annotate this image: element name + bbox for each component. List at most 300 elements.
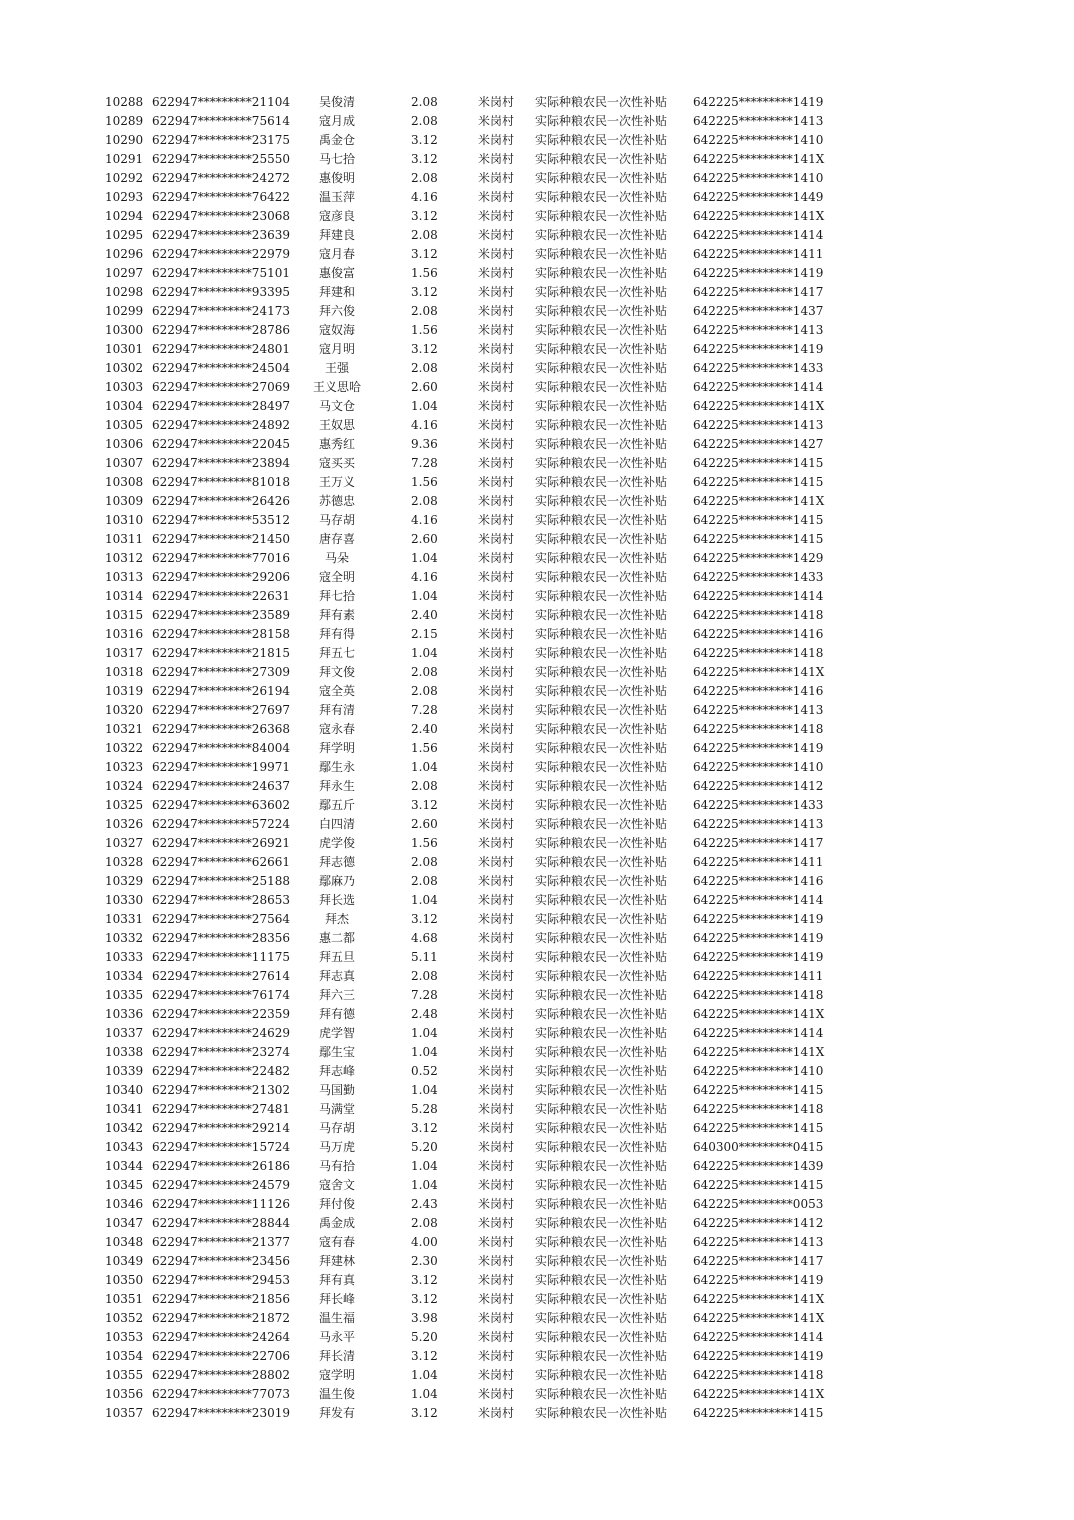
table-row: [0, 397, 1074, 416]
farmer-name: 寇学明: [318, 1368, 355, 1382]
id-number: 642225*********1416: [693, 874, 824, 888]
id-number: 642225*********1418: [693, 1102, 824, 1116]
subsidy-amount: 2.08: [411, 95, 438, 109]
row-number: 10304: [105, 399, 144, 413]
id-number: 642225*********1415: [693, 1121, 824, 1135]
village: 米岗村: [478, 1387, 515, 1401]
row-number: 10352: [105, 1311, 144, 1325]
subsidy-amount: 3.98: [411, 1311, 438, 1325]
row-number: 10347: [105, 1216, 144, 1230]
village: 米岗村: [478, 798, 515, 812]
village: 米岗村: [478, 627, 515, 641]
row-number: 10319: [105, 684, 144, 698]
farmer-name: 寇月春: [318, 247, 355, 261]
village: 米岗村: [478, 1406, 515, 1420]
village: 米岗村: [478, 209, 515, 223]
id-number: 642225*********1416: [693, 684, 824, 698]
farmer-name: 鄢麻乃: [318, 874, 355, 888]
bank-account: 622947*********29206: [152, 570, 290, 584]
row-number: 10309: [105, 494, 144, 508]
subsidy-type: 实际种粮农民一次性补贴: [535, 741, 668, 755]
table-row: [0, 112, 1074, 131]
bank-account: 622947*********25188: [152, 874, 290, 888]
id-number: 642225*********141X: [693, 665, 825, 679]
bank-account: 622947*********29214: [152, 1121, 290, 1135]
bank-account: 622947*********22045: [152, 437, 290, 451]
bank-account: 622947*********28497: [152, 399, 290, 413]
table-row: [0, 644, 1074, 663]
subsidy-type: 实际种粮农民一次性补贴: [535, 304, 668, 318]
village: 米岗村: [478, 684, 515, 698]
bank-account: 622947*********26921: [152, 836, 290, 850]
row-number: 10291: [105, 152, 144, 166]
village: 米岗村: [478, 1121, 515, 1135]
bank-account: 622947*********28786: [152, 323, 290, 337]
table-row: [0, 1195, 1074, 1214]
bank-account: 622947*********21377: [152, 1235, 290, 1249]
farmer-name: 拜学明: [318, 741, 355, 755]
table-row: [0, 530, 1074, 549]
subsidy-type: 实际种粮农民一次性补贴: [535, 1140, 668, 1154]
subsidy-list-table: [0, 93, 1074, 1423]
table-row: [0, 1214, 1074, 1233]
row-number: 10295: [105, 228, 144, 242]
bank-account: 622947*********25550: [152, 152, 290, 166]
subsidy-amount: 3.12: [411, 285, 438, 299]
farmer-name: 拜永生: [318, 779, 355, 793]
village: 米岗村: [478, 1007, 515, 1021]
farmer-name: 拜志德: [318, 855, 355, 869]
subsidy-type: 实际种粮农民一次性补贴: [535, 513, 668, 527]
table-row: [0, 1347, 1074, 1366]
subsidy-amount: 1.04: [411, 1045, 438, 1059]
subsidy-amount: 7.28: [411, 988, 438, 1002]
village: 米岗村: [478, 703, 515, 717]
village: 米岗村: [478, 1311, 515, 1325]
subsidy-amount: 1.04: [411, 1387, 438, 1401]
farmer-name: 温玉萍: [318, 190, 355, 204]
id-number: 642225*********1414: [693, 893, 824, 907]
village: 米岗村: [478, 1197, 515, 1211]
row-number: 10318: [105, 665, 144, 679]
row-number: 10328: [105, 855, 144, 869]
subsidy-type: 实际种粮农民一次性补贴: [535, 1045, 668, 1059]
subsidy-type: 实际种粮农民一次性补贴: [535, 1273, 668, 1287]
village: 米岗村: [478, 494, 515, 508]
bank-account: 622947*********22482: [152, 1064, 290, 1078]
village: 米岗村: [478, 285, 515, 299]
id-number: 642225*********1413: [693, 1235, 824, 1249]
farmer-name: 拜志峰: [318, 1064, 355, 1078]
farmer-name: 拜建和: [318, 285, 355, 299]
farmer-name: 拜志真: [318, 969, 355, 983]
subsidy-type: 实际种粮农民一次性补贴: [535, 836, 668, 850]
farmer-name: 惠俊富: [318, 266, 355, 280]
farmer-name: 马有拾: [318, 1159, 355, 1173]
village: 米岗村: [478, 779, 515, 793]
farmer-name: 马国勤: [318, 1083, 355, 1097]
village: 米岗村: [478, 741, 515, 755]
row-number: 10336: [105, 1007, 144, 1021]
village: 米岗村: [478, 760, 515, 774]
bank-account: 622947*********11126: [152, 1197, 290, 1211]
subsidy-amount: 9.36: [411, 437, 438, 451]
subsidy-amount: 3.12: [411, 247, 438, 261]
id-number: 642225*********1433: [693, 798, 824, 812]
farmer-name: 惠俊明: [318, 171, 355, 185]
farmer-name: 鄢生宝: [318, 1045, 355, 1059]
subsidy-type: 实际种粮农民一次性补贴: [535, 361, 668, 375]
farmer-name: 寇月成: [318, 114, 355, 128]
subsidy-type: 实际种粮农民一次性补贴: [535, 1406, 668, 1420]
id-number: 642225*********141X: [693, 494, 825, 508]
row-number: 10323: [105, 760, 144, 774]
subsidy-amount: 2.08: [411, 361, 438, 375]
id-number: 642225*********0053: [693, 1197, 824, 1211]
table-row: [0, 473, 1074, 492]
bank-account: 622947*********23894: [152, 456, 290, 470]
row-number: 10289: [105, 114, 144, 128]
table-row: [0, 1290, 1074, 1309]
subsidy-type: 实际种粮农民一次性补贴: [535, 760, 668, 774]
subsidy-type: 实际种粮农民一次性补贴: [535, 209, 668, 223]
bank-account: 622947*********63602: [152, 798, 290, 812]
row-number: 10300: [105, 323, 144, 337]
farmer-name: 吴俊清: [318, 95, 355, 109]
row-number: 10333: [105, 950, 144, 964]
bank-account: 622947*********26194: [152, 684, 290, 698]
subsidy-amount: 2.08: [411, 969, 438, 983]
id-number: 642225*********1415: [693, 1083, 824, 1097]
row-number: 10308: [105, 475, 144, 489]
id-number: 642225*********1433: [693, 361, 824, 375]
table-row: [0, 777, 1074, 796]
subsidy-amount: 3.12: [411, 1349, 438, 1363]
village: 米岗村: [478, 1368, 515, 1382]
farmer-name: 马存胡: [318, 513, 355, 527]
village: 米岗村: [478, 1330, 515, 1344]
farmer-name: 鄢五斤: [318, 798, 355, 812]
bank-account: 622947*********27481: [152, 1102, 290, 1116]
id-number: 642225*********141X: [693, 1311, 825, 1325]
subsidy-amount: 1.56: [411, 475, 438, 489]
farmer-name: 苏德忠: [318, 494, 355, 508]
village: 米岗村: [478, 513, 515, 527]
id-number: 642225*********1416: [693, 627, 824, 641]
id-number: 640300*********0415: [693, 1140, 824, 1154]
subsidy-amount: 3.12: [411, 798, 438, 812]
row-number: 10315: [105, 608, 144, 622]
village: 米岗村: [478, 1159, 515, 1173]
table-row: [0, 815, 1074, 834]
table-row: [0, 207, 1074, 226]
subsidy-amount: 1.56: [411, 836, 438, 850]
bank-account: 622947*********29453: [152, 1273, 290, 1287]
subsidy-type: 实际种粮农民一次性补贴: [535, 1121, 668, 1135]
row-number: 10341: [105, 1102, 144, 1116]
table-row: [0, 492, 1074, 511]
bank-account: 622947*********23068: [152, 209, 290, 223]
id-number: 642225*********1413: [693, 817, 824, 831]
farmer-name: 拜六俊: [318, 304, 355, 318]
farmer-name: 拜有德: [318, 1007, 355, 1021]
id-number: 642225*********1418: [693, 722, 824, 736]
farmer-name: 马万虎: [318, 1140, 355, 1154]
table-row: [0, 682, 1074, 701]
row-number: 10329: [105, 874, 144, 888]
subsidy-type: 实际种粮农民一次性补贴: [535, 1026, 668, 1040]
table-row: [0, 454, 1074, 473]
subsidy-type: 实际种粮农民一次性补贴: [535, 1007, 668, 1021]
village: 米岗村: [478, 114, 515, 128]
subsidy-amount: 1.04: [411, 1159, 438, 1173]
village: 米岗村: [478, 190, 515, 204]
row-number: 10345: [105, 1178, 144, 1192]
subsidy-amount: 5.20: [411, 1330, 438, 1344]
subsidy-amount: 4.68: [411, 931, 438, 945]
bank-account: 622947*********23639: [152, 228, 290, 242]
subsidy-type: 实际种粮农民一次性补贴: [535, 418, 668, 432]
subsidy-type: 实际种粮农民一次性补贴: [535, 798, 668, 812]
subsidy-amount: 1.04: [411, 1178, 438, 1192]
farmer-name: 拜文俊: [318, 665, 355, 679]
subsidy-type: 实际种粮农民一次性补贴: [535, 323, 668, 337]
bank-account: 622947*********21815: [152, 646, 290, 660]
bank-account: 622947*********27564: [152, 912, 290, 926]
table-row: [0, 378, 1074, 397]
row-number: 10339: [105, 1064, 144, 1078]
bank-account: 622947*********76422: [152, 190, 290, 204]
subsidy-type: 实际种粮农民一次性补贴: [535, 703, 668, 717]
id-number: 642225*********1412: [693, 779, 824, 793]
subsidy-amount: 5.11: [411, 950, 438, 964]
bank-account: 622947*********76174: [152, 988, 290, 1002]
subsidy-amount: 2.08: [411, 304, 438, 318]
village: 米岗村: [478, 1064, 515, 1078]
bank-account: 622947*********27614: [152, 969, 290, 983]
bank-account: 622947*********26186: [152, 1159, 290, 1173]
id-number: 642225*********1417: [693, 1254, 824, 1268]
village: 米岗村: [478, 570, 515, 584]
subsidy-amount: 4.00: [411, 1235, 438, 1249]
table-row: [0, 663, 1074, 682]
farmer-name: 寇月明: [318, 342, 355, 356]
id-number: 642225*********1410: [693, 760, 824, 774]
row-number: 10337: [105, 1026, 144, 1040]
subsidy-amount: 1.56: [411, 266, 438, 280]
subsidy-type: 实际种粮农民一次性补贴: [535, 1349, 668, 1363]
row-number: 10324: [105, 779, 144, 793]
bank-account: 622947*********15724: [152, 1140, 290, 1154]
table-row: [0, 511, 1074, 530]
farmer-name: 寇有春: [318, 1235, 355, 1249]
id-number: 642225*********1411: [693, 969, 824, 983]
row-number: 10290: [105, 133, 144, 147]
table-row: [0, 1100, 1074, 1119]
bank-account: 622947*********62661: [152, 855, 290, 869]
subsidy-type: 实际种粮农民一次性补贴: [535, 133, 668, 147]
table-row: [0, 264, 1074, 283]
village: 米岗村: [478, 893, 515, 907]
village: 米岗村: [478, 532, 515, 546]
id-number: 642225*********1414: [693, 228, 824, 242]
id-number: 642225*********141X: [693, 209, 825, 223]
subsidy-amount: 3.12: [411, 1406, 438, 1420]
subsidy-amount: 3.12: [411, 152, 438, 166]
subsidy-amount: 2.60: [411, 532, 438, 546]
subsidy-type: 实际种粮农民一次性补贴: [535, 1102, 668, 1116]
subsidy-amount: 1.04: [411, 399, 438, 413]
subsidy-amount: 2.30: [411, 1254, 438, 1268]
subsidy-type: 实际种粮农民一次性补贴: [535, 779, 668, 793]
village: 米岗村: [478, 133, 515, 147]
subsidy-amount: 2.40: [411, 608, 438, 622]
row-number: 10351: [105, 1292, 144, 1306]
subsidy-type: 实际种粮农民一次性补贴: [535, 152, 668, 166]
subsidy-amount: 1.04: [411, 646, 438, 660]
subsidy-type: 实际种粮农民一次性补贴: [535, 1235, 668, 1249]
village: 米岗村: [478, 969, 515, 983]
subsidy-type: 实际种粮农民一次性补贴: [535, 1292, 668, 1306]
id-number: 642225*********1415: [693, 513, 824, 527]
table-row: [0, 131, 1074, 150]
subsidy-amount: 1.56: [411, 741, 438, 755]
farmer-name: 王奴思: [318, 418, 355, 432]
village: 米岗村: [478, 171, 515, 185]
subsidy-amount: 4.16: [411, 570, 438, 584]
subsidy-type: 实际种粮农民一次性补贴: [535, 608, 668, 622]
village: 米岗村: [478, 1235, 515, 1249]
bank-account: 622947*********21856: [152, 1292, 290, 1306]
subsidy-amount: 3.12: [411, 912, 438, 926]
farmer-name: 惠秀红: [318, 437, 355, 451]
row-number: 10298: [105, 285, 144, 299]
subsidy-type: 实际种粮农民一次性补贴: [535, 551, 668, 565]
subsidy-type: 实际种粮农民一次性补贴: [535, 285, 668, 299]
bank-account: 622947*********75101: [152, 266, 290, 280]
subsidy-type: 实际种粮农民一次性补贴: [535, 1387, 668, 1401]
row-number: 10311: [105, 532, 144, 546]
subsidy-amount: 1.04: [411, 551, 438, 565]
id-number: 642225*********141X: [693, 1387, 825, 1401]
farmer-name: 禹金仓: [318, 133, 355, 147]
table-row: [0, 758, 1074, 777]
farmer-name: 马文仓: [318, 399, 355, 413]
bank-account: 622947*********23175: [152, 133, 290, 147]
row-number: 10349: [105, 1254, 144, 1268]
table-row: [0, 853, 1074, 872]
subsidy-type: 实际种粮农民一次性补贴: [535, 494, 668, 508]
subsidy-amount: 2.08: [411, 855, 438, 869]
row-number: 10312: [105, 551, 144, 565]
bank-account: 622947*********93395: [152, 285, 290, 299]
bank-account: 622947*********28802: [152, 1368, 290, 1382]
farmer-name: 禹金成: [318, 1216, 355, 1230]
village: 米岗村: [478, 475, 515, 489]
subsidy-amount: 7.28: [411, 456, 438, 470]
subsidy-type: 实际种粮农民一次性补贴: [535, 171, 668, 185]
subsidy-type: 实际种粮农民一次性补贴: [535, 627, 668, 641]
subsidy-type: 实际种粮农民一次性补贴: [535, 950, 668, 964]
subsidy-amount: 2.08: [411, 684, 438, 698]
farmer-name: 寇彦良: [318, 209, 355, 223]
table-row: [0, 568, 1074, 587]
farmer-name: 寇永春: [318, 722, 355, 736]
id-number: 642225*********1419: [693, 931, 824, 945]
subsidy-type: 实际种粮农民一次性补贴: [535, 1197, 668, 1211]
bank-account: 622947*********11175: [152, 950, 290, 964]
farmer-name: 王义思哈: [312, 380, 361, 394]
table-row: [0, 359, 1074, 378]
farmer-name: 拜七拾: [318, 589, 355, 603]
row-number: 10314: [105, 589, 144, 603]
farmer-name: 鄢生永: [318, 760, 355, 774]
id-number: 642225*********1417: [693, 285, 824, 299]
table-row: [0, 720, 1074, 739]
table-row: [0, 1309, 1074, 1328]
id-number: 642225*********1417: [693, 836, 824, 850]
farmer-name: 寇全明: [318, 570, 355, 584]
subsidy-amount: 2.48: [411, 1007, 438, 1021]
subsidy-type: 实际种粮农民一次性补贴: [535, 342, 668, 356]
subsidy-amount: 2.08: [411, 665, 438, 679]
bank-account: 622947*********19971: [152, 760, 290, 774]
row-number: 10313: [105, 570, 144, 584]
subsidy-type: 实际种粮农民一次性补贴: [535, 1330, 668, 1344]
table-row: [0, 948, 1074, 967]
farmer-name: 唐存喜: [318, 532, 355, 546]
id-number: 642225*********141X: [693, 1007, 825, 1021]
id-number: 642225*********1414: [693, 1026, 824, 1040]
farmer-name: 寇舍文: [318, 1178, 355, 1192]
bank-account: 622947*********53512: [152, 513, 290, 527]
table-row: [0, 435, 1074, 454]
village: 米岗村: [478, 665, 515, 679]
farmer-name: 白四清: [318, 817, 355, 831]
farmer-name: 拜有真: [318, 1273, 355, 1287]
subsidy-type: 实际种粮农民一次性补贴: [535, 228, 668, 242]
farmer-name: 王万义: [318, 475, 355, 489]
subsidy-type: 实际种粮农民一次性补贴: [535, 912, 668, 926]
bank-account: 622947*********24801: [152, 342, 290, 356]
farmer-name: 寇奴海: [318, 323, 355, 337]
subsidy-type: 实际种粮农民一次性补贴: [535, 1064, 668, 1078]
subsidy-type: 实际种粮农民一次性补贴: [535, 1311, 668, 1325]
id-number: 642225*********1418: [693, 646, 824, 660]
bank-account: 622947*********28356: [152, 931, 290, 945]
subsidy-type: 实际种粮农民一次性补贴: [535, 1178, 668, 1192]
table-row: [0, 1233, 1074, 1252]
row-number: 10310: [105, 513, 144, 527]
subsidy-amount: 3.12: [411, 1292, 438, 1306]
subsidy-type: 实际种粮农民一次性补贴: [535, 893, 668, 907]
row-number: 10334: [105, 969, 144, 983]
subsidy-type: 实际种粮农民一次性补贴: [535, 570, 668, 584]
bank-account: 622947*********22359: [152, 1007, 290, 1021]
id-number: 642225*********1415: [693, 1178, 824, 1192]
village: 米岗村: [478, 418, 515, 432]
row-number: 10317: [105, 646, 144, 660]
id-number: 642225*********1437: [693, 304, 824, 318]
bank-account: 622947*********27697: [152, 703, 290, 717]
village: 米岗村: [478, 1102, 515, 1116]
village: 米岗村: [478, 1026, 515, 1040]
table-row: [0, 1081, 1074, 1100]
village: 米岗村: [478, 1083, 515, 1097]
subsidy-type: 实际种粮农民一次性补贴: [535, 969, 668, 983]
id-number: 642225*********141X: [693, 1292, 825, 1306]
farmer-name: 寇全英: [318, 684, 355, 698]
